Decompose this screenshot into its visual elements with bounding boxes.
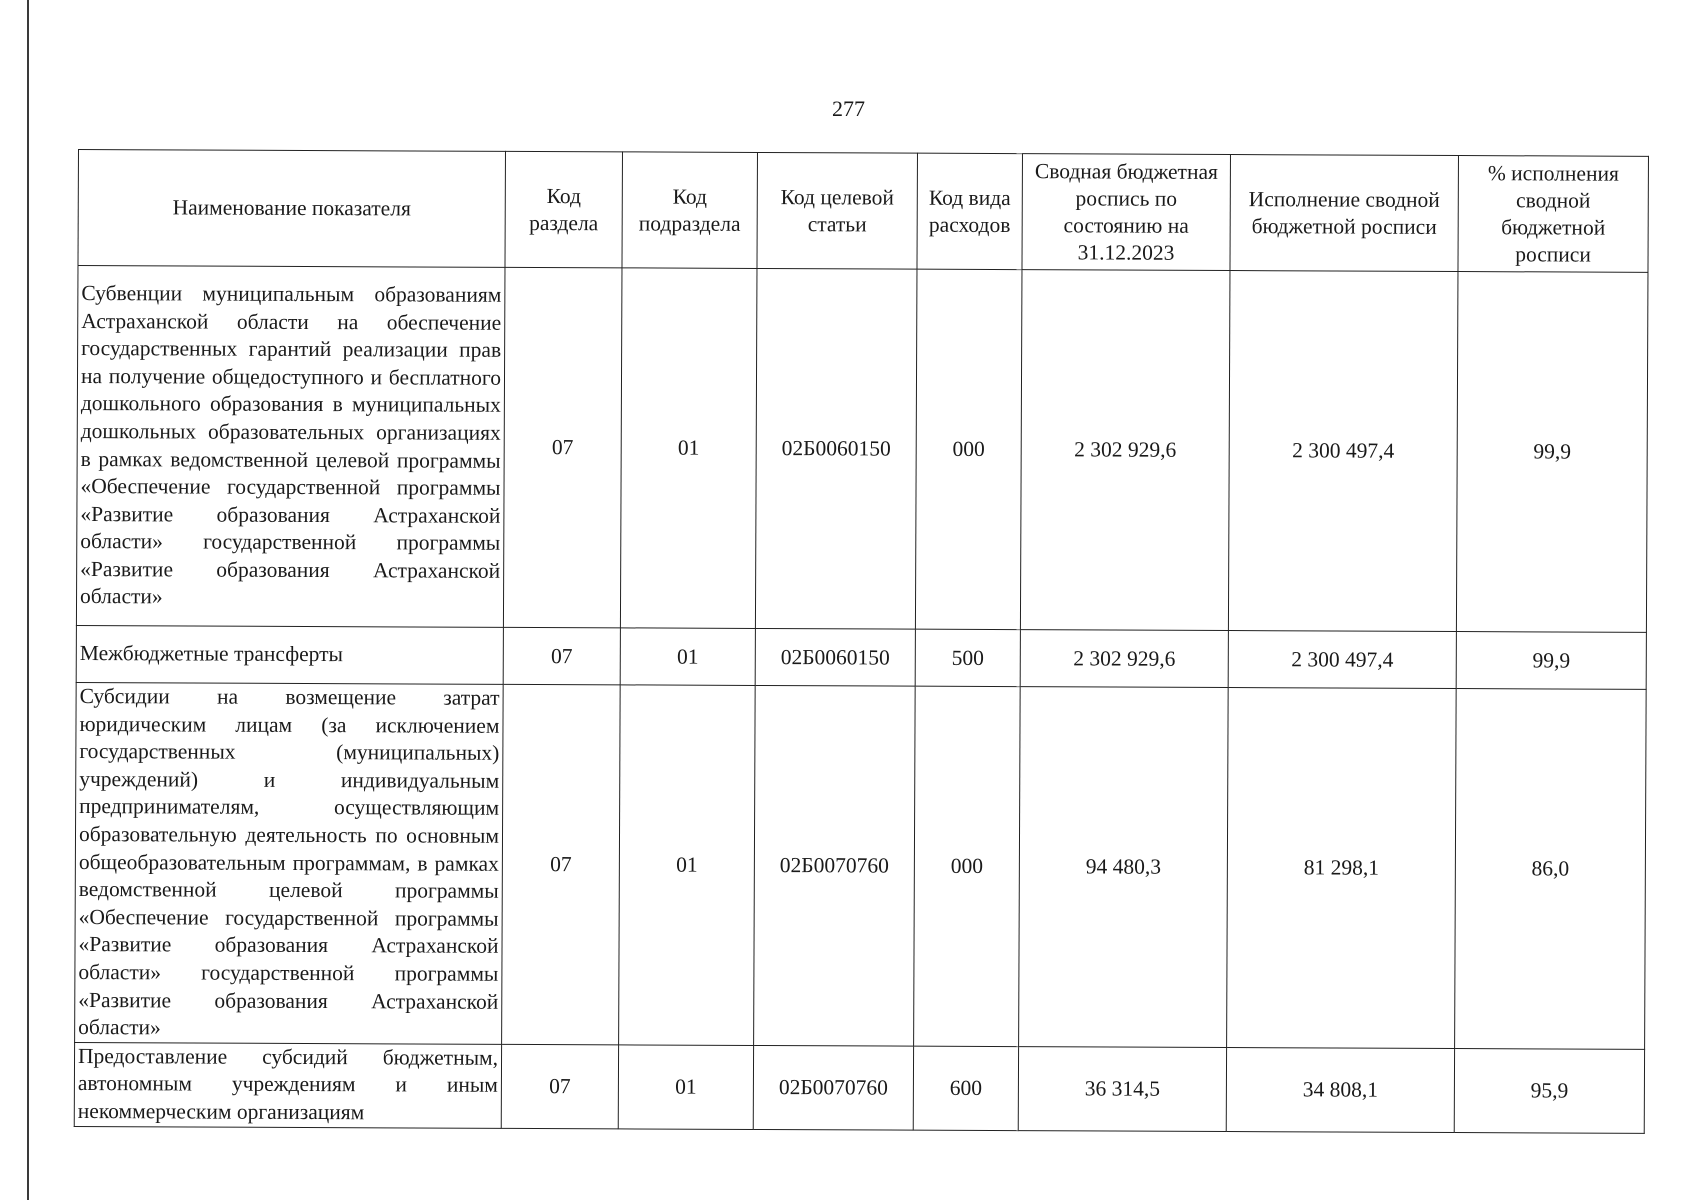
header-expense-type-code: Код вида расходов	[917, 153, 1023, 269]
cell-expense-type-code: 500	[915, 629, 1020, 686]
cell-execution-percent: 99,9	[1456, 632, 1646, 690]
header-execution-percent: % исполнения сводной бюджетной росписи	[1458, 156, 1649, 273]
cell-subsection-code: 01	[620, 628, 755, 686]
cell-execution-percent: 99,9	[1456, 272, 1648, 633]
cell-indicator-name: Субвенции муниципальным образованиям Астраханской области на обеспечение государственных гарантий реализации прав на получение общедоступного и бесплатного дошкольного образования в муниципальных дошкольных образовательных организациях в рамках ведомственной целевой программы «Обеспечение государственной программы «Развитие образования Астраханской области» государственной программы «Развитие образования Астраханской области»	[76, 266, 505, 628]
page-number: 277	[832, 96, 865, 121]
cell-subsection-code: 01	[618, 1045, 753, 1130]
cell-budget-execution: 2 300 497,4	[1228, 271, 1458, 632]
table-row	[76, 625, 1646, 689]
cell-budget-plan: 2 302 929,6	[1020, 630, 1228, 688]
header-budget-execution: Исполнение сводной бюджетной росписи	[1230, 155, 1459, 272]
cell-expense-type-code: 000	[915, 269, 1022, 629]
header-subsection-code: Код подраздела	[622, 152, 758, 269]
table-header-row	[78, 150, 1648, 273]
cell-budget-execution: 81 298,1	[1227, 688, 1457, 1049]
cell-indicator-name: Субсидии на возмещение затрат юридическим лицам (за исключением государственных (муниципальных) учреждений) и индивидуальным предпринимателям, осуществляющим образовательную деятельность по основным общеобразовательным программам, в рамках ведомственной целевой программы «Обеспечение государственной программы «Развитие образования Астраханской области» государственной программы «Развитие образования Астраханской области»	[75, 682, 504, 1044]
budget-execution-table	[74, 149, 1649, 1134]
header-budget-plan: Сводная бюджетная роспись по состоянию на 31.12.2023	[1022, 154, 1231, 271]
table-row	[74, 1042, 1644, 1133]
cell-section-code: 07	[501, 1044, 618, 1129]
cell-execution-percent: 95,9	[1454, 1048, 1644, 1133]
cell-indicator-name: Межбюджетные трансферты	[76, 625, 503, 684]
header-target-item-code: Код целевой статьи	[757, 152, 918, 269]
header-indicator-name: Наименование показателя	[78, 150, 506, 268]
header-section-code: Код раздела	[505, 151, 623, 268]
cell-expense-type-code: 000	[914, 686, 1021, 1046]
table-row	[75, 682, 1647, 1049]
cell-section-code: 07	[502, 684, 621, 1044]
cell-budget-plan: 2 302 929,6	[1020, 270, 1230, 631]
scan-edge-line	[27, 0, 29, 1200]
cell-target-item-code: 02Б0070760	[754, 685, 916, 1045]
cell-budget-plan: 36 314,5	[1018, 1046, 1226, 1131]
cell-budget-execution: 2 300 497,4	[1228, 631, 1456, 689]
cell-target-item-code: 02Б0060150	[755, 268, 917, 629]
cell-expense-type-code: 600	[913, 1046, 1018, 1130]
cell-subsection-code: 01	[619, 685, 756, 1045]
cell-section-code: 07	[503, 267, 622, 628]
cell-execution-percent: 86,0	[1455, 689, 1647, 1050]
cell-budget-plan: 94 480,3	[1019, 687, 1229, 1048]
cell-target-item-code: 02Б0070760	[753, 1045, 913, 1130]
cell-subsection-code: 01	[620, 268, 757, 629]
cell-target-item-code: 02Б0060150	[755, 628, 915, 686]
cell-section-code: 07	[503, 627, 620, 685]
table-row	[76, 266, 1648, 633]
cell-budget-execution: 34 808,1	[1226, 1047, 1454, 1132]
cell-indicator-name: Предоставление субсидий бюджетным, автономным учреждениям и иным некоммерческим организациям	[74, 1042, 501, 1128]
